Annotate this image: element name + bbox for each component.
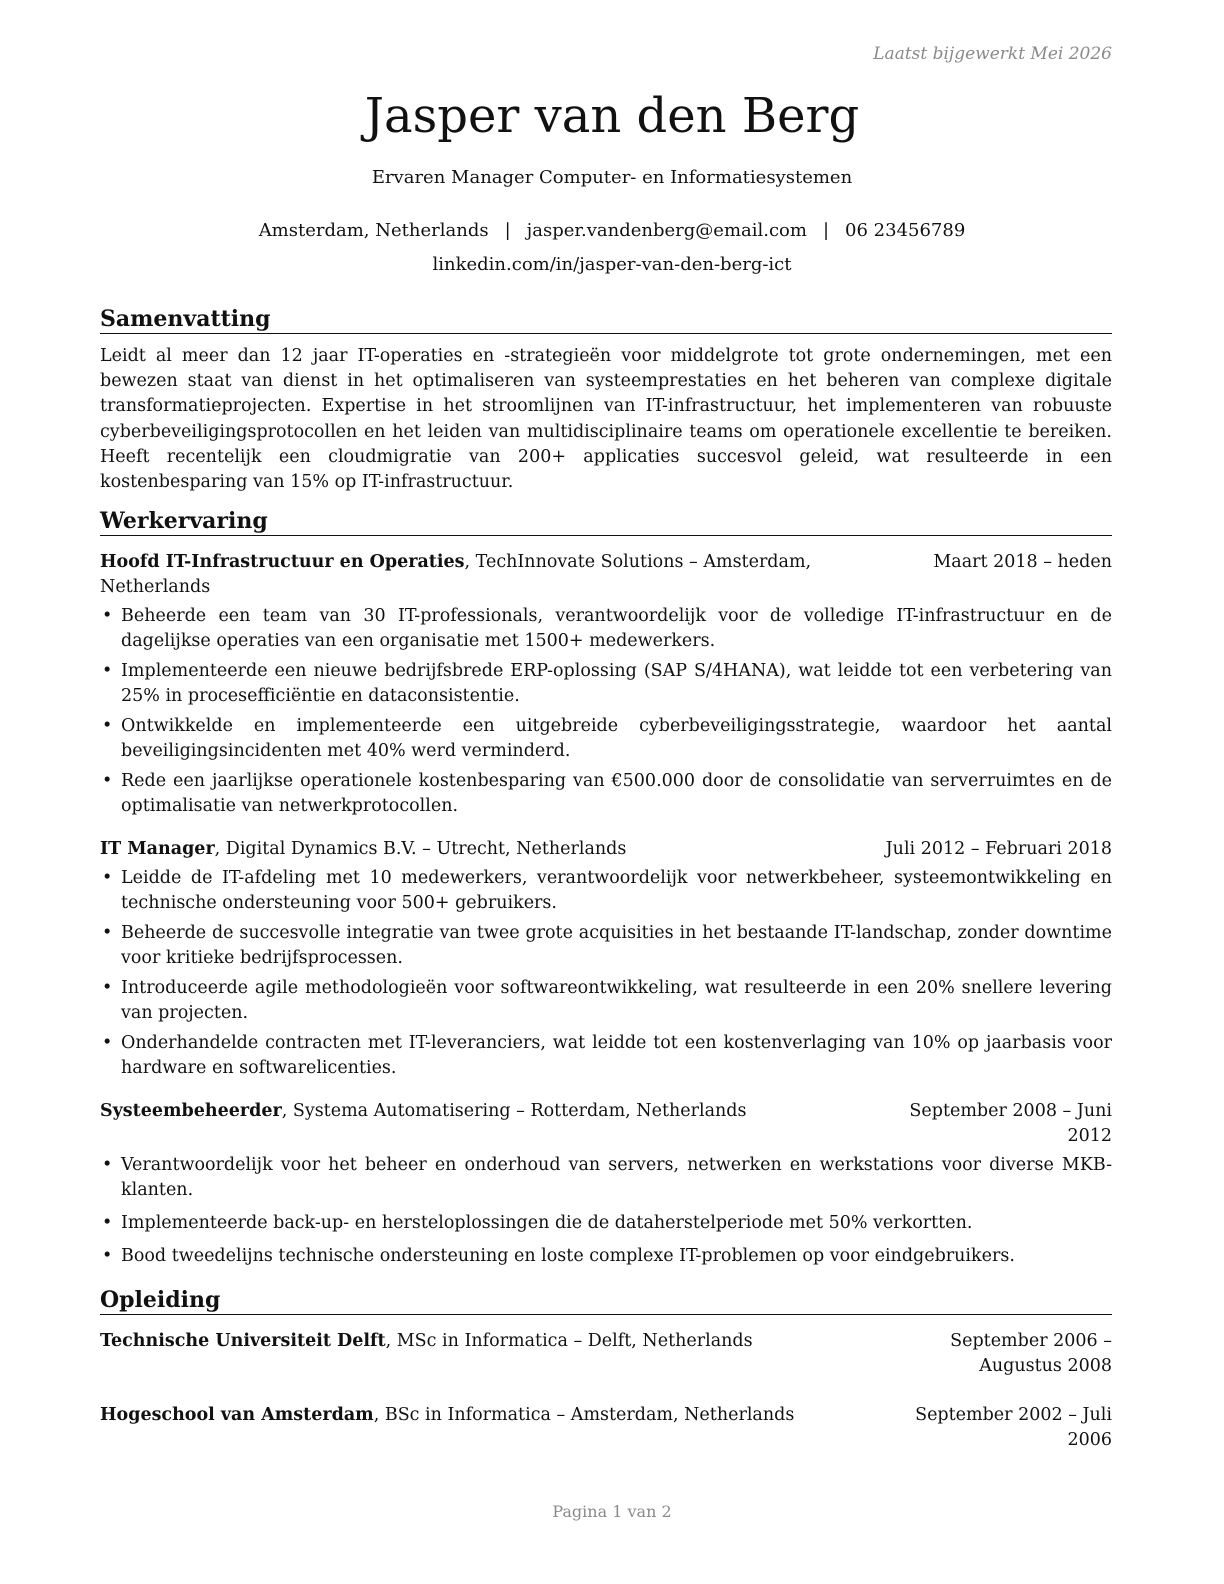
section-title-summary: Samenvatting [100, 306, 1112, 334]
candidate-name: Jasper van den Berg [364, 88, 860, 144]
education-details: , BSc in Informatica – Amsterdam, Netherlands [373, 1405, 795, 1426]
job-role: Hoofd IT-Infrastructuur en Operaties [100, 552, 465, 573]
contact-email[interactable]: jasper.vandenberg@email.com [526, 220, 807, 241]
list-item: • Ontwikkelde en implementeerde een uitgebreide cyberbeveiligingsstrategie, waardoor het aantal beveiligingsincidenten met 40% werd verminderd. [100, 714, 1112, 764]
job-role: IT Manager [100, 839, 215, 860]
contact-separator: | [822, 220, 830, 241]
job-details: , Digital Dynamics B.V. – Utrecht, Netherlands [214, 839, 627, 860]
list-item: • Leidde de IT-afdeling met 10 medewerkers, verantwoordelijk voor netwerkbeheer, systeemontwikkeling en technische ondersteuning voor 500+ gebruikers. [100, 866, 1112, 916]
list-item: • Beheerde een team van 30 IT-professionals, verantwoordelijk voor de volledige IT-infrastructuur en de dagelijkse operaties van een organisatie met 1500+ medewerkers. [100, 604, 1112, 654]
job-details: , Systema Automatisering – Rotterdam, Netherlands [281, 1101, 747, 1122]
job-header [100, 1099, 1112, 1149]
list-item: • Onderhandelde contracten met IT-leveranciers, wat leidde tot een kostenverlaging van 10% op jaarbasis voor hardware en softwarelicenties. [100, 1031, 1112, 1081]
contact-linkedin[interactable]: linkedin.com/in/jasper-van-den-berg-ict [432, 254, 792, 275]
education-dates: September 2006 – Augustus 2008 [950, 1331, 1112, 1377]
job-bullets [100, 1153, 1112, 1269]
page-number: Pagina 1 van 2 [552, 1502, 672, 1521]
job-dates: September 2008 – Juni 2012 [909, 1101, 1112, 1147]
education-dates: September 2002 – Juli 2006 [915, 1405, 1112, 1451]
job-details: , TechInnovate Solutions – Amsterdam, Netherlands [100, 552, 812, 598]
education-header [100, 1329, 1112, 1379]
list-item: • Implementeerde een nieuwe bedrijfsbrede ERP-oplossing (SAP S/4HANA), wat leidde tot een verbetering van 25% in procesefficiëntie en dataconsistentie. [100, 659, 1112, 709]
job-bullets [100, 866, 1112, 1081]
job-bullets [100, 604, 1112, 819]
job-dates: Maart 2018 – heden [933, 552, 1112, 573]
education-school: Technische Universiteit Delft [100, 1331, 386, 1352]
section-title-education: Opleiding [100, 1287, 1112, 1315]
list-item: • Bood tweedelijns technische ondersteuning en loste complexe IT-problemen op voor eindgebruikers. [100, 1244, 1112, 1269]
list-item: • Implementeerde back-up- en hersteloplossingen die de dataherstelperiode met 50% verkortten. [100, 1211, 1112, 1236]
contact-line [0, 220, 1224, 241]
contact-phone: 06 23456789 [845, 220, 966, 241]
summary-text: Leidt al meer dan 12 jaar IT-operaties en -strategieën voor middelgrote tot grote ondernemingen, met een bewezen staat van dienst in het optimaliseren van systeemprestaties en het beheren van complexe digitale transformatieprojecten. Expertise in het stroomlijnen van IT-infrastructuur, het implementeren van robuuste cyberbeveiligingsprotocollen en het leiden van multidisciplinaire teams om operationele excellentie te bereiken. Heeft recentelijk een cloudmigratie van 200+ applicaties succesvol geleid, wat resulteerde in een kostenbesparing van 15% op IT-infrastructuur. [100, 346, 1112, 493]
list-item: • Introduceerde agile methodologieën voor softwareontwikkeling, wat resulteerde in een 20% snellere levering van projecten. [100, 976, 1112, 1026]
contact-separator: | [504, 220, 511, 241]
job-header [100, 837, 1112, 862]
education-header [100, 1403, 1112, 1453]
list-item: • Beheerde de succesvolle integratie van twee grote acquisities in het bestaande IT-landschap, zonder downtime voor kritieke bedrijfsprocessen. [100, 921, 1112, 971]
job-role: Systeembeheerder [100, 1101, 282, 1122]
education-details: , MSc in Informatica – Delft, Netherlands [385, 1331, 753, 1352]
resume-body [100, 306, 1112, 1453]
last-updated-note: Laatst bijgewerkt Mei 2026 [873, 44, 1112, 64]
job-dates: Juli 2012 – Februari 2018 [885, 839, 1112, 860]
candidate-headline: Ervaren Manager Computer- en Informatiesystemen [371, 167, 853, 188]
list-item: • Verantwoordelijk voor het beheer en onderhoud van servers, netwerken en werkstations voor diverse MKB-klanten. [100, 1153, 1112, 1203]
contact-location: Amsterdam, Netherlands [258, 220, 489, 241]
section-title-experience: Werkervaring [100, 508, 1112, 536]
job-header [100, 550, 1112, 600]
education-school: Hogeschool van Amsterdam [100, 1405, 374, 1426]
list-item: • Rede een jaarlijkse operationele kostenbesparing van €500.000 door de consolidatie van serverruimtes en de optimalisatie van netwerkprotocollen. [100, 769, 1112, 819]
